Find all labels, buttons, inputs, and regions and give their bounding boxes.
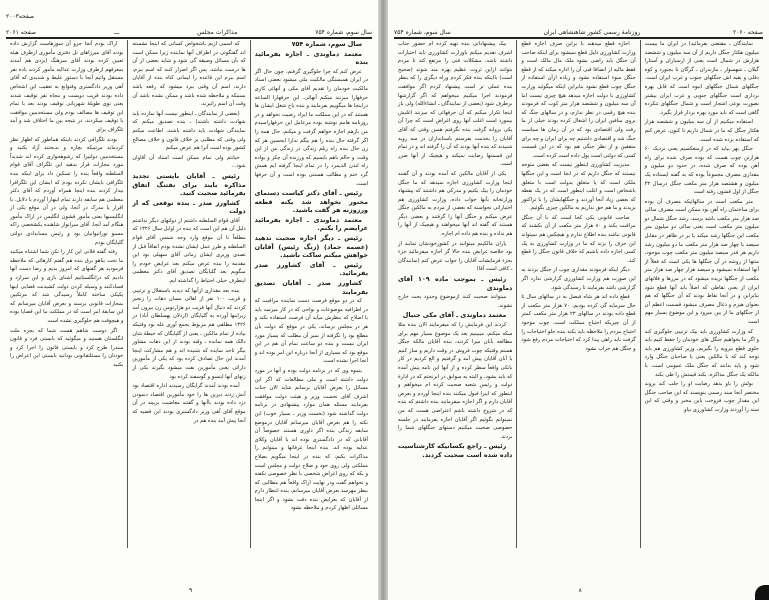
- top-corner-number: ۲۰۰۳صفحه: [6, 13, 35, 20]
- left-page: [0, 0, 378, 600]
- paragraph: یاران مالکینم میتوانند در کشورخودشان تمایند از بود خلاصه عرایض بنده حالا گر اجازه میفرمائید جزء بجزء فرمایشات آقایان را جواب عرض کنم (نمایندگان ـ کافی است آقا): [398, 240, 513, 273]
- issue-label: سال سوم، شماره ۷۵۴: [394, 29, 451, 36]
- paragraph: کردند این فرمایش را که میفرمایند الان بنده مثلا سکه میکنم، میبینیم بعد یک موضوع بسیار مهم برای مطالعه بآنان میرا کردند، بنده آقایان مالکه جنگل هستم وقتیکه چوب فروش در وقت داریم و ساز کنیم با آنان آقایان پیش آمد و گرفتیم و الغ کردیم در کار بانکی واقعاً سطر کرده و از آنها این نامه پیش آمده که باید بشود، و البته به سوابق در ابرنجتم که در ادارهٔ دولت و رئیس شعبه صحبت کرده ام میخواهم و اینطور که اینرا قبول میکنند بنده اینجا آوردم و بعرض آقایان دارم و اگر اجازه میفرمایند بنده داشتم که بنده که در شروع داشته باشم اعتراضی هست که من نمیتوانم بگوئیم اگر آقایان اجازه بفرمایند در جلسه خصوصی صحبت میکنیم دستهای جنگلهای شما را بردند.: [398, 322, 513, 440]
- speaker-heading: معتمد دماوندی ـ آقای مکی جنبال: [402, 311, 507, 320]
- right-page: [388, 0, 769, 600]
- folio-number: ۹: [189, 587, 193, 594]
- paragraph: جنگل بهر بیاید که در ازمتعکسیم یعنی نزدیک ۶۰ هزارتن چوب هست که بوده صرف شده برای راه آهن بوده که صرف شده، در حدود دو میلیون و مقداری مصرف مجموعاً بوده که به گفته ایستاده یک میلیون و هشتصد هزار متر مکعب جنگل درسال ۳۲ جنگل از اول قشون رفته است: [644, 146, 759, 196]
- paragraph: متر مکعب است در سالهائیکه مصرف آن بوده برای ساختمان راه آهن بود ممکن است مصرف سالی صد هزار متر مکعب باشد برسد، رشد جنگل شمال دو میلیون متر مکعب است یعنی سالی دو میلیون متر مکعب این جنگلها رشد میکند یا بر در ظاهر در مقابل سیصد یا چهار صد هزار متر مکعب ما دو میلیون رشد داریم هر قدر سیصد میلیون متر مکعب چوب موجود، منتها از روشه در آن جنگلها ها یکی است که فعلاً از آنها استفاده نمیشود و سیصد هزار چهار صد هزار متر مکعب از جنگلها بریده میشود که در مرزها و فلاتهای ایران از یعنی نقاطی که اصلاً باید آنها قطع شود بنابراین و در آنجا نقاط بودند که آن جنگلها که هم بعنوان هیزم و ذغال مصرف میشود قسمت اعظم آن از جنگلهای ما از بین میرود و این موضوع بسیار مهم است: [644, 198, 759, 325]
- paragraph: اجازه قطع میدهند با براین صرف اجازه قطع وزارت کشاورزی دلیل قطع نمیشود برای اینکه صاحب آن جنگل باید راضی بشود ملک مال مالک است و فقط مالیه از انصافا قبی آن را اداره میکند که از قطع جنگل سوء استفاده نشود و زیاده ازآن استفاده از جنگل چوب قطع نشود بنابراین اینکه میگوئید وزارت کشاورزی با دولت اجازه میدهد هیچ چیزی نیست اما آن سه میلیون و ششصد هزار متر کوب که فرمودند بنده هیچ رقمی در نظر ندارم، و در سالهای جنگ که بروی منافین ایران را اشغال کرده بودند خیلی از ما رفت ولی اقتصادی بود که در آن زمان ها سیاست جنگ شد و اقتصادی داشتیم چه برای ایران و چه برای متفقین و از نظر جنگی هم بود که در این قسمت کسی که دولتی است پول داده است کرده است.: [521, 41, 636, 159]
- paragraph: بنموه وی که در برنامه دولت بوده و آنها در مورد دولت داشته است و ملی مطالعات که اگر این مسائل را بعرض آقایان برسانم شاید الان جناب اشرف آقای نخست وزیر و هیئت دولت موافقت بفرمایند مسئله همان موارد پیشنهادی در برنامه دولت گذاشته شود (نخست وزیر ـ بسیار خوب) این نکته را هم بعرض آقایان میرسانم آقایان درموضع سابقه زندگی بنده اگر داوری هستند خصوصاً آن آقایانی که در دادگستری بوده اند با آقایان وکلای عدلیه بوده اند، بنده اینجا عرفانها و میتوانم را مذاکرات بکنم، که بنده در اینجا میگویم بصلاح مملکتی ولی روی خود و صلاح دولت و مجلس است و بکه که روی اغراض شخصی با نظر خصوصی نکفته و نخواهم گفت ودر نهایت ازاک واقعاً هم مطالبی که بنظر مهرسد بعرض آقایان میرسانم، بنده انتظار دارم از آقایان که بعرایض بنده دقت بشود و اگر اینجا مسائلی اظهار کردم و ملاحظه بشود: [254, 367, 368, 512]
- paragraph: صاحب قانونی یکی کجا است که با آن جنگل مراقبت بکند و ۸۰ هزار متر مکعب از آن بکشند که قانونی نباشد بنده اطلاع ندارم و هیچکس هم نمیتواند این حرف را بزند که ما در وزارت کشاورزی به یک کسی اجازه داده باشیم که خلاف قانون جنگل را قطع کند.: [521, 214, 636, 264]
- paragraph: عرض کنم که چرا جلوگیری گرفتم، چون حال اگر در ایران همبستگی مالکیت ملی میشود بعضی اسناد مالکیت خودمان را تقدیم آقای مکی و آنهائی کاری حرفهارا میزنند میکنم آنهائی. این حرفهارا الساعه دراینجا ها میگوییم بفرمایند و بنده یاخ شغل ایشان ها هستند که در این مملکت ما ایراد رضیت نخواهد و در روزنامه هامم نوشته بوده مرعامل این حرفهاراسیدم من بازهم اجازه خواهم گرفت و میکنم، حال همه را اگر گرفته حال بنده را هم بیگم ندارا ایحسین هر که زن حال بنده راه ریلم زندگی در زندگی من از این وقت، و حالم باهم بایسیم که ورزنده آن چکر و بواده راه لندن الذیمرد را در تمام اینجا گرفته ایم همش گرد ختم و مطالب هستنی بوده است و آن حرفها است.: [254, 68, 368, 187]
- speaker-heading: معتمد دماوندی ـ اجازه بفرمائید بنده: [254, 49, 368, 67]
- speaker-heading: رئیس ـ آقایان بایستی تجدید مذاکره بایند برای نفتنگ اتفاق بفرمائید صحبت کنید.: [132, 171, 246, 198]
- paragraph: استفاده میکنیم از آن سه میلیون و ششصد هزار هکتار جنگل که ما در شمال داریم تا کنون، عرض کنم که استفاده برده شده است.: [644, 119, 759, 143]
- paragraph: قطع داده اند هر شاه فیصل به در سالهای سال تا حال سرمایه گی کرده بودیم، ۷۰ هزار متر مکعب از قطع داده بودند در سالهای ۲۳ هزار متر مکعب کمتر از آن چیزیکه احتیاج مملکت است، چوب موجود احتیاج مردم را ملاحظه باید بکند بنده جلو احتیاجات را گرفت باید راهی پیدا کرد که احتیاجات مردم رفع شود و جنگل هم خراب نشود: [521, 294, 636, 352]
- issue-label: سال سوم، شماره ۷۵۴: [315, 29, 372, 36]
- paragraph: بولش را باو بدهد رضایت او را جلب کند بروند مختصر آنجا سند رسمی بنویسند که این صاحب جنگل این مقدار چوب فروخت باین مخبر و وقتی که این سند را آوردند وزارت کشاورزی بیاو: [644, 381, 759, 413]
- paragraph: مدیریت کشاورزی اینطور نیست که بعضی متوجه نیستند که جنگل داریم که در انجا است و این جنگلها ملکی است که یا متعلق بدولت است با متعلق باشخاص است و اغلب اینطور است که در یک نقطه که بعضی زیاد آنجا آوردند و جنگلهایشان را با تراکتور بریدند و ما هم حق نداریم به مالکین چیزی بگوئیم.: [521, 162, 636, 212]
- page-number: صفحه ۲۰۶۱: [6, 29, 37, 36]
- section-title: روزنامهٔ رسمی کشور شاهنشاهی ایران: [543, 29, 641, 36]
- paragraph: اگر دوست شاهم هست شما که بجزه ملت انگلستان هستید و میگوئید که بایستی فرد و قانون سندرا طرح کرد و بایستی قانون را اجرا کرد و خودتان را مسئلتقانونی بودانید بایستی این اعراض را بکنید: [10, 327, 124, 368]
- speaker-heading: رئیس ـ دیگر اجازه صحبت ندهید (عصمه حماد) (زنگ رئیس) آقایان خواهش میکنم ساکت باشید.: [254, 234, 368, 260]
- running-header: [6, 24, 372, 36]
- section-title: مذاکرات مجلس: [197, 29, 238, 36]
- text-columns: [6, 40, 372, 548]
- column-middle: [517, 40, 640, 548]
- paragraph: (بعضی از نمایندگان ـ اینطور نیست آنها نمازده باید شهادت داشته باشند) ـ بنده تصدیق میکنم که نمایندگی شهادت باید داشته باشند، اطاعت میکنم ولی وقتی که مطلبی بر خلاف قانون و خلاف مصالح کشور بوده است آنرا هم عرض میکنم: [132, 110, 246, 152]
- column-header: سال سوم، شماره ۷۵۴: [291, 40, 362, 48]
- speaker-heading: رئیس ـ آقای دکتر کیاست دستمای محنور نخواهد شد یکنه قطعه ورزوزنه هر گفت باشید.: [254, 189, 368, 215]
- paragraph: رفته گفته فلانی این کار را نکن شما اشتباه میکنید ما تحت بناهو برق بنده هم گفتم کارهائی که ملاحظه فرمودید هر گفتهای که امروز بدیم و رضا دست آنها دادیم که درانگلستانیم آشنای بازی و این سرازد و فسادکنند و وسیله کردن دولت کشیدنت قضایی اینها یکیکی ساخته کاملاً رسیدگی شد که مرتکبین بمجازات قانونی برسند و بعرض آقایان میرسانم که این سابقهٔ امر است که در مملکت ما این قضایا بوده و هیچوقت هم جلوگیری نشده است: [10, 249, 124, 324]
- paragraph: که در دو موقع فرصت دست نماینده مراقبت که در اطرافیه موضوعات و نواحی که در کار میرسد باید با اصلاح که بنظرش میآید آن فرصت استفاده بکند و هر در مجلس برساند، یکی در موقع که دولت بآن مطلع بود را نگرفته از نمیر آن مطلب که بسیار مورد ایران نیست و بنده دو ساعت تمام آن هم در این موقع بود که بسیاری از آنجا درباره این امر بوده اند و آنجا اجرا نشده است.: [254, 298, 368, 365]
- header-rule: [394, 37, 763, 39]
- speaker-heading: رئیس ـ بموجب ماده ۱۰۹ آقای دماوندی: [398, 275, 513, 292]
- page-number: صفحه ۲۰۶۰: [732, 29, 763, 36]
- column-right: [251, 40, 372, 548]
- paragraph: خیانتم ولی تمام ممکن است اسناد آن آقاوان شود...: [132, 154, 246, 170]
- book-gutter: [378, 0, 388, 600]
- speaker-heading: کشاورز صدر ـ آقایان تصدیق بفرمایند: [254, 279, 368, 296]
- folio-number: ۸: [578, 587, 582, 594]
- paragraph: اراک بودم آنجا جزو آن سوزهاست گزارش داده بودند آقای میرزاهای تل دفتری مأموری ازطرف هیئه تعیین کرده بودند آقای سرهنگ ایزدی هم آمدند بمعرفهم ازطرف وزارت عدالیه مأمور کردند باده نفر مستقل واتیم آنجا با دستور غلیظ و شدیدی که آقای آهی وزیر دادگستری وقتوانع به تعقیب این اشخاص داده بودند قریب دویست و بنجاه نفر توقیف شدند یعنی توی طویلهٔ شهربانی توقیف بودند بعد با تمام این توقیف ها مصالف بودم ولی مستخدمین موافقت با توقیف میکردند، در نتیجه بین ما اختلاف شد و آمد تلگراف برای: [10, 41, 124, 133]
- column-left: [6, 40, 128, 548]
- running-header: [394, 24, 763, 36]
- paragraph: بیک پیشنهاداتی بنده تهیه کرده ام حضور جناب اشرف تقدیم میکنم باوزارت کشاورزی باید اختیارات داشته باشد، مشکلات فنی را مرتفع کند تا مردم بتوانند ازاین ثروت عظیم بهره مند شوند (صحیح است) بااینکه بنده فکر کردم وراه دیگری را که بنظر بنده عملی تر است پیشنهاد کردم اگر موافقت فرمودند اجرا میکنیم میخواهم که اگر گزارشها برطرف شود (بعضی از نمایندگان ـ انشاءالله) ولی باز اینجا تکرار میکنم که آن حرفهائی که میزنند اغلبش بیمورد است اغلب آنها روی اغراض است که چرا آن یکی بروانه گرفت بنده نگرفتم همین وقتی که آقای آقایان را بخدمت بفرستم باستانداران در سه رویه شنیدند که بنده آنها بودند که آن را گرفته اند و در تمام این قسمتها رضایت نمیکند و هیچیک از آنها ضرر است.: [398, 41, 513, 168]
- paragraph: آمده بودند آمدند گرایگان رسیدند اداره اقتصاد بود آنش زدند دیرین ها را خود مأمورین اقتصاد دنمودن دزد داده بودند باآنها و گفتند معاضیت بربیند در آن موقع آقای آهی وزیر دادگستری بودند این قضیه که آنجا پیش آمد بنده هم در: [132, 383, 246, 424]
- speaker-heading: رئیس ـ آقای کشاورز صدر بفرمائید.: [254, 260, 368, 278]
- column-left: [394, 40, 517, 548]
- speaker-heading: کشاورز صدر ـ بنده توقعی که از دولت: [132, 198, 246, 216]
- paragraph: دیگر اینکه فرمودند مقداری چوب از جنگل بردند به این صورت هم وزارت کشاورزی گزارشی ندارد اگر گزارشی باشد بفرمایند تا رسیدگی شود.: [521, 267, 636, 291]
- speaker-heading: رئیس ـ راجع بکسانیکه کارشناسیت داده شده است صحبت کردند.: [398, 442, 513, 459]
- header-rule: [6, 37, 372, 39]
- paragraph: بنده بعد مقداری ازآنها که دیدید باستقلال و ترتیبی و قریب ۱۰۰ نفر از اهالی مسان دهات را زنجیر کردند که دنبال آنها قریب دو هزارتومن زن بیرون آمد زیراینها آورده به گلپایگان (ازدلان بهسلطان آباد) در ۱۳۲۶ مطلقی هم مربوط بجمع آوری غله بود وقتیکه بیاده از تمام مالکین ـ یعنی از گلپایگان که حیطهٔ شان دالک همه نمانده ـ وقته بودند از این دهات مشاور بیگر تاحد نمایده که شنیده اند و هم مشارکت اینجا آمدند این حال تصادف کرده بود که یکی از مأمورین دارائی یعنی مأمورین نفت میشود بگیرند یکی از زنهای آنها اینسو و گوسفند کرده بود: [132, 287, 246, 380]
- speaker-heading: معتمد دماوندی ـ اجازه بفرمائید عرایضم را بکنم.: [254, 215, 368, 233]
- text-columns: [394, 40, 763, 548]
- column-right: [641, 40, 763, 548]
- paragraph: آقای قوام السلطنه داشتم از دولتهای دیگر نداشتم دلیل آن هم این است که بنده در اوایل سال ۱۳۲۶ که مطلعاً تا آن موقع وارد وجه شمس آقای قوام السلطنه و طرز عمل ایشان نشده بودم اتفاقاً قبل از تصدی وزیری ایشان زمانی آقای سهیلی بود این مقدمه را بنده عرض میکنم بعد عرایض خودم را میگویم بعد گلپایگان تصدیق آقای دکتر معظمی اینطرف خیلی احتیاط را گذاشته ایم.: [132, 217, 246, 285]
- paragraph: میتوانند صحبت کنند ازموضوع وحدود بحث خارج نشوند.: [398, 294, 513, 309]
- scan-shadow-bottom: [755, 585, 769, 600]
- column-middle: [128, 40, 250, 548]
- paragraph: بودند تلگرافی کردند باینکه هماطور که اظهار نظر کردماید مرتبیکه بچاره و بدبختند آزاد بکنید و مستخدمین دولتیرا که رشوهخواری کرده اند شدیداً مورد مجازات قرار بدهید این تلگراف آقای قوام السلطنه واقعاً بنده را تسکین داد برای اینکه بنده تلگرافی بایشان نکرده بودم که ایشان این تلگرافرا بیدار کردند بنده اینجا همراه آوردم که آقای دکتر معظمی هم سابقه دارند تمام اینهارا آوردم با دلایل. با اقرار یا مدرک در آنجا، ولی در آن موقع یکی از انگلیسیها یعنی مأمور قشون انگلیس در اراک مأمور هنگام آمد آنجا، آقای سرانوار شاهنده یکشخصی راکه مسیو نوراتیوانیان بود و رئیس مسابدادی دولتی گلپایگان بودم: [10, 136, 124, 246]
- paragraph: که وزارت کشاورزی باید بیک ترتیبی جلوگیری کند و اگر ما بخواهیم جنگل های خودمان را حفظ کنیم باید جلوی قطع بیرویه را بگیریم، وزیر کشاورزی هم باید توجه کند که با مالکین یعنی با صاحبان جنگل وارد شود و باید بدانند که جنگل ملک عمومی است. با مالکه یک جنگل مذاکره، بکند قیمتش را طی بکند: [644, 328, 759, 378]
- paragraph: نمایندگان ـ مقتضی بفرمائید) در ایران ما بیست میلیون هکتار جنگل داریم از آن سه میلیون و ششصد هزارش در شمال است یعنی از ارسباران و آستارا گیلان ـ شهسوار ـ مازندران ـ گرگان تا بجنورد و کوه دقلی و بقیه اش جنگلهای جنوب و غرب ایران است. جنگلهای شمال جنگلهای انبوه است که قابل بهره برداری است جنگلهای جنوبی و غرب ایران بیشتر بصورت نوعی اشجار است و شمال جنگلهای تنکرده گاهی است که باید مورد بهره بردار قرار بگیرد.: [644, 41, 759, 116]
- header-dash: ـــ: [113, 29, 120, 36]
- paragraph: یکی از آقایان مالکین که آمده بودند و آن گفتند اینجا وزارت کشاورزی اجازه نمیدهد که ما جنگل خودمان را بیک بکنیم و مدرکی هم داشتند که پیشنهاد وزارتخانه بآنها جواب داده، وزارت کشاورزی هم اختیاراتی نخواسته که بعضی از مردم به مالکین جنگل عرض میکنم و جنگل آنها را گرفتند و بعضی دیگر هستند که گفته اند آنها میخواهند و هیچیک از آنها را هم نداده و بنده هم داده ام اجازه.: [398, 170, 513, 238]
- paragraph: که اسمی ازیم باشخواص کسانی که اینجا نشسته اند گفتگوئی در اطراف آنها نماینده زیرا ممکن است که بآن مسائل وصیقه گی شود و شاید بعضی از آن ها درست نباشد. پس اگر اصرار کنند که اسم ببرم، اسم ببرم این قاعده را لیمانی کتاه بنده از آقایان دارند، اسم آن وقتی ببرد میشود که رقعه باشد بسمکه و ملاحظه شده باشد و ممکن نشده باشد آن وقت آن اسم راتیرند.: [132, 41, 246, 108]
